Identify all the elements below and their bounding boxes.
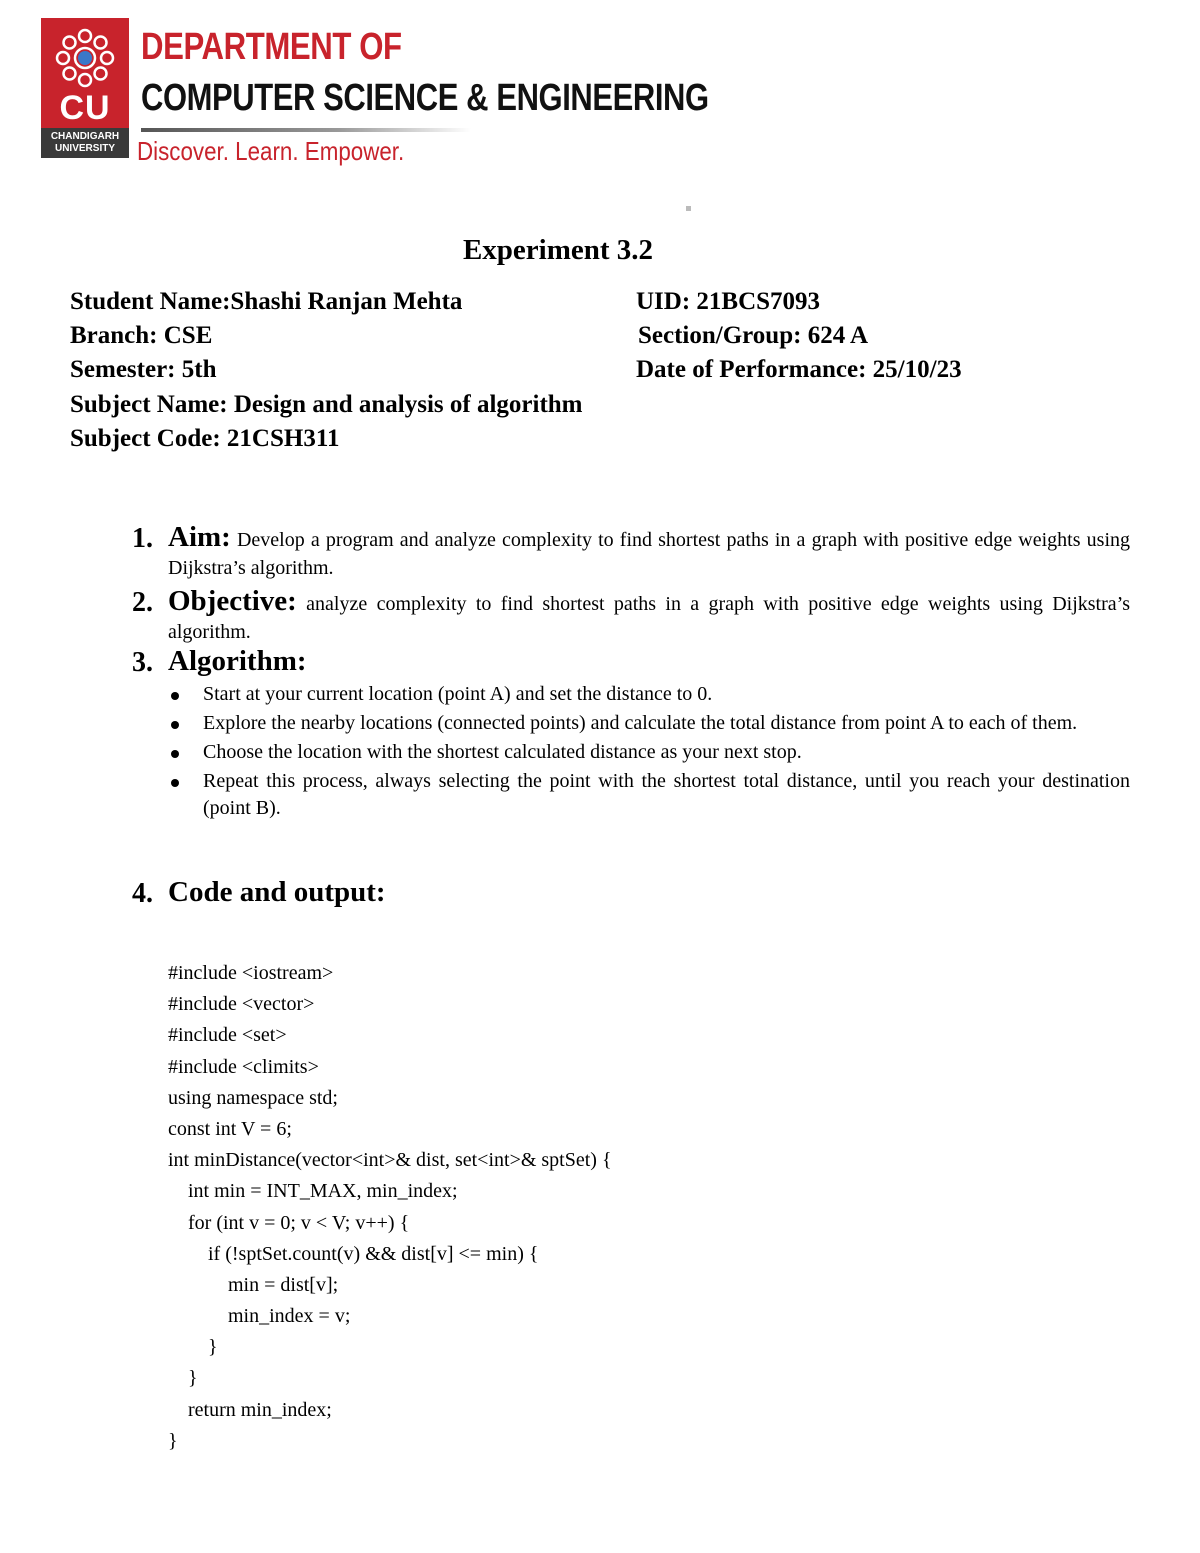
subject-name: Subject Name: Design and analysis of algorithm — [70, 391, 583, 418]
objective-text: analyze complexity to find shortest paths in a graph with positive edge weights using Dijkstra’s algorithm. — [168, 593, 1130, 643]
code-line: int min = INT_MAX, min_index; — [168, 1180, 458, 1203]
code-line: } — [168, 1429, 178, 1452]
tagline: Discover. Learn. Empower. — [137, 136, 405, 166]
code-line: min_index = v; — [168, 1305, 351, 1328]
code-line: } — [168, 1367, 198, 1390]
gear-emblem-icon — [51, 24, 119, 92]
objective-body — [168, 587, 1130, 646]
bullet-icon — [171, 692, 179, 700]
list-item — [168, 739, 1130, 766]
code-line: #include <iostream> — [168, 962, 334, 984]
code-line: #include <vector> — [168, 993, 315, 1016]
header-divider — [141, 128, 471, 132]
code-line: #include <climits> — [168, 1055, 319, 1078]
code-line: if (!sptSet.count(v) && dist[v] <= min) { — [168, 1242, 539, 1265]
code-line: return min_index; — [168, 1398, 332, 1421]
department-title-line2: COMPUTER SCIENCE & ENGINEERING — [141, 77, 709, 119]
bullet-icon — [171, 750, 179, 758]
bullet-icon — [171, 721, 179, 729]
algorithm-step: Explore the nearby locations (connected points) and calculate the total distance from point A to each of them. — [203, 712, 1078, 734]
branch: Branch: CSE — [70, 322, 213, 349]
semester: Semester: 5th — [70, 356, 217, 383]
algorithm-body — [168, 647, 1130, 678]
algorithm-step: Repeat this process, always selecting the point with the shortest total distance, until you reach your destination (point B). — [203, 770, 1130, 819]
university-logo — [41, 18, 129, 158]
department-title-line1: DEPARTMENT OF — [141, 26, 402, 68]
algorithm-steps — [168, 681, 1130, 824]
objective-heading: Objective: — [168, 585, 297, 617]
code-line: #include <set> — [168, 1024, 287, 1047]
uid: UID: 21BCS7093 — [636, 288, 821, 315]
logo-university-name: CHANDIGARH UNIVERSITY — [41, 128, 129, 158]
aim-text: Develop a program and analyze complexity to find shortest paths in a graph with positive edge weights using Dijkstra’s algorithm. — [168, 529, 1130, 579]
algorithm-heading: Algorithm: — [168, 645, 307, 677]
code-number: 4. — [132, 878, 153, 909]
list-item — [168, 710, 1130, 737]
algorithm-step: Start at your current location (point A) and set the distance to 0. — [203, 683, 713, 705]
scan-speck — [686, 206, 691, 211]
code-line: const int V = 6; — [168, 1117, 292, 1140]
list-item — [168, 768, 1130, 822]
student-name: Student Name:Shashi Ranjan Mehta — [70, 288, 463, 315]
date-of-performance: Date of Performance: 25/10/23 — [636, 356, 962, 383]
code-heading: Code and output: — [168, 876, 386, 908]
bullet-icon — [171, 779, 179, 787]
subject-code: Subject Code: 21CSH311 — [70, 425, 340, 452]
code-line: for (int v = 0; v < V; v++) { — [168, 1211, 410, 1234]
aim-number: 1. — [132, 523, 153, 554]
aim-body — [168, 523, 1130, 582]
objective-number: 2. — [132, 587, 153, 618]
logo-abbreviation: CU — [59, 89, 111, 127]
code-line: using namespace std; — [168, 1086, 338, 1109]
algorithm-number: 3. — [132, 647, 153, 678]
code-line: } — [168, 1336, 218, 1359]
experiment-title: Experiment 3.2 — [462, 234, 654, 266]
code-heading-body — [168, 878, 1130, 909]
code-line: min = dist[v]; — [168, 1273, 339, 1296]
algorithm-step: Choose the location with the shortest calculated distance as your next stop. — [203, 741, 802, 763]
section-group: Section/Group: 624 A — [638, 322, 869, 349]
code-line: int minDistance(vector<int>& dist, set<int>& sptSet) { — [168, 1149, 612, 1172]
code-listing — [168, 958, 612, 1457]
aim-heading: Aim: — [168, 521, 231, 553]
list-item — [168, 681, 1130, 708]
